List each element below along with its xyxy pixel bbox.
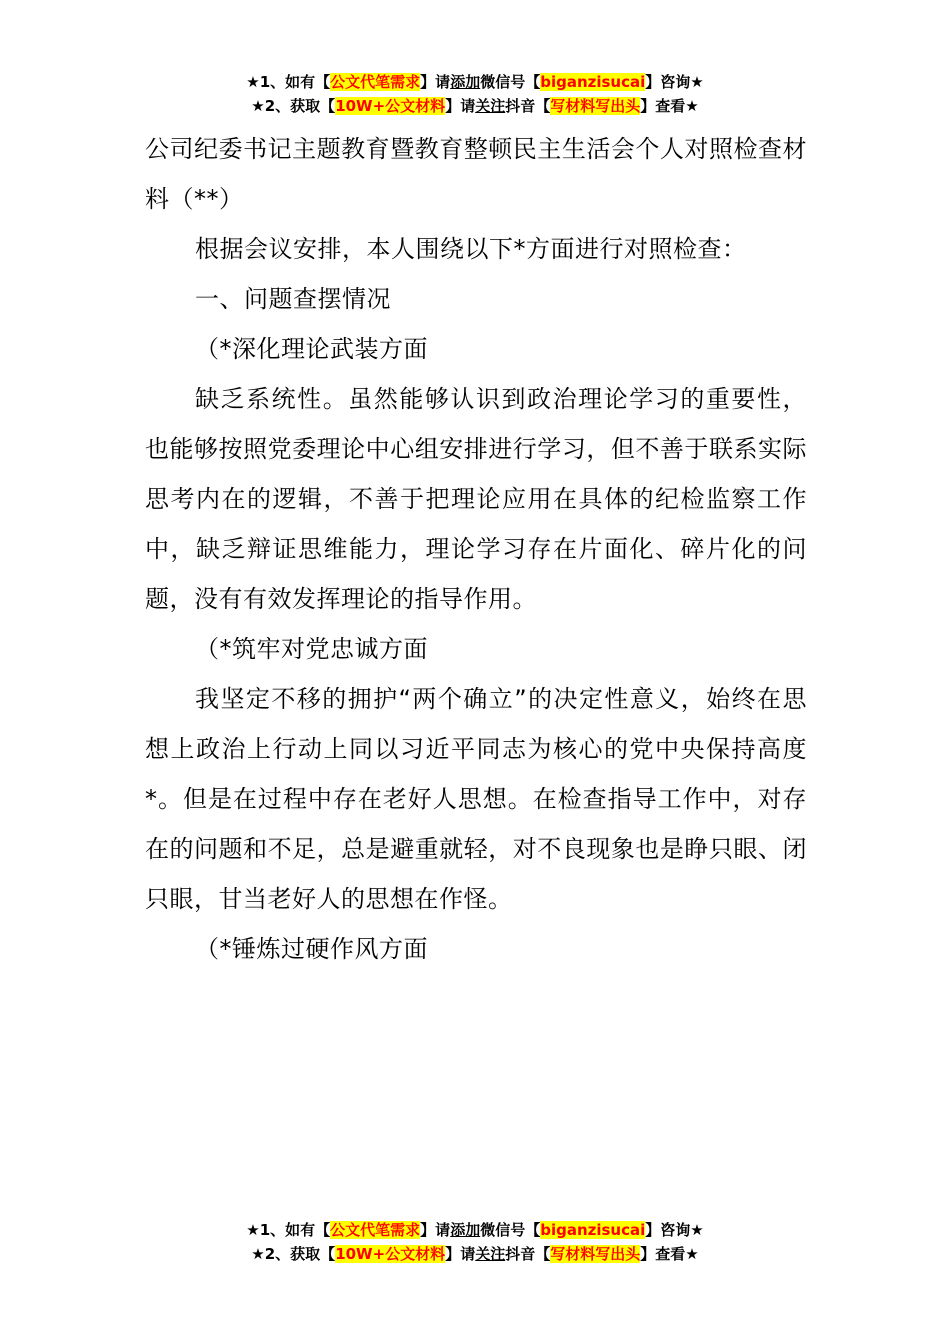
banner-text: 】请 — [420, 73, 451, 91]
subsection-heading: （*筑牢对党忠诚方面 — [195, 635, 428, 663]
banner-text: 】咨询★ — [645, 73, 704, 91]
banner-highlight: 写材料写出头 — [550, 97, 641, 115]
banner-text: 】咨询★ — [645, 1221, 704, 1239]
banner-highlight: biganzisucai — [540, 73, 646, 91]
banner-text: 抖音【 — [505, 1245, 551, 1263]
banner-text: 抖音【 — [505, 97, 551, 115]
banner-text: 】请 — [445, 97, 476, 115]
section-heading: 一、问题查摆情况 — [195, 285, 391, 313]
banner-highlight: 公文代笔需求 — [330, 73, 421, 91]
banner-highlight: 写材料写出头 — [550, 1245, 641, 1263]
banner-emphasis: 添加 — [450, 1221, 481, 1239]
banner-text: 微信号【 — [480, 73, 541, 91]
top-banner — [0, 70, 950, 118]
subsection-heading: （*锤炼过硬作风方面 — [195, 935, 428, 963]
intro-paragraph: 根据会议安排，本人围绕以下*方面进行对照检查： — [195, 235, 747, 263]
banner-emphasis: 添加 — [450, 73, 481, 91]
banner-text: ★2、获取【 — [251, 97, 336, 115]
document-body — [145, 124, 807, 974]
banner-line-2 — [0, 94, 950, 118]
banner-text: ★1、如有【 — [246, 73, 331, 91]
banner-highlight: 10W+公文材料 — [335, 1245, 446, 1263]
banner-highlight: 公文代笔需求 — [330, 1221, 421, 1239]
banner-text: ★1、如有【 — [246, 1221, 331, 1239]
banner-highlight: biganzisucai — [540, 1221, 646, 1239]
body-paragraph: 缺乏系统性。虽然能够认识到政治理论学习的重要性，也能够按照党委理论中心组安排进行学习，但不善于联系实际思考内在的逻辑，不善于把理论应用在具体的纪检监察工作中，缺乏辩证思维能力，理论学习存在片面化、碎片化的问题，没有有效发挥理论的指导作用。 — [145, 385, 807, 613]
banner-text: 】请 — [420, 1221, 451, 1239]
banner-text: 微信号【 — [480, 1221, 541, 1239]
banner-emphasis: 关注 — [475, 1245, 506, 1263]
document-title: 公司纪委书记主题教育暨教育整顿民主生活会个人对照检查材料（**） — [145, 135, 807, 213]
banner-text: ★2、获取【 — [251, 1245, 336, 1263]
banner-emphasis: 关注 — [475, 97, 506, 115]
body-paragraph: 我坚定不移的拥护“两个确立”的决定性意义，始终在思想上政治上行动上同以习近平同志为核心的党中央保持高度*。但是在过程中存在老好人思想。在检查指导工作中，对存在的问题和不足，总是避重就轻，对不良现象也是睁只眼、闭只眼，甘当老好人的思想在作怪。 — [145, 685, 807, 913]
banner-line-1 — [0, 1218, 950, 1242]
banner-line-2 — [0, 1242, 950, 1266]
banner-text: 】请 — [445, 1245, 476, 1263]
bottom-banner — [0, 1218, 950, 1266]
banner-highlight: 10W+公文材料 — [335, 97, 446, 115]
banner-line-1 — [0, 70, 950, 94]
banner-text: 】查看★ — [640, 97, 699, 115]
banner-text: 】查看★ — [640, 1245, 699, 1263]
subsection-heading: （*深化理论武装方面 — [195, 335, 428, 363]
